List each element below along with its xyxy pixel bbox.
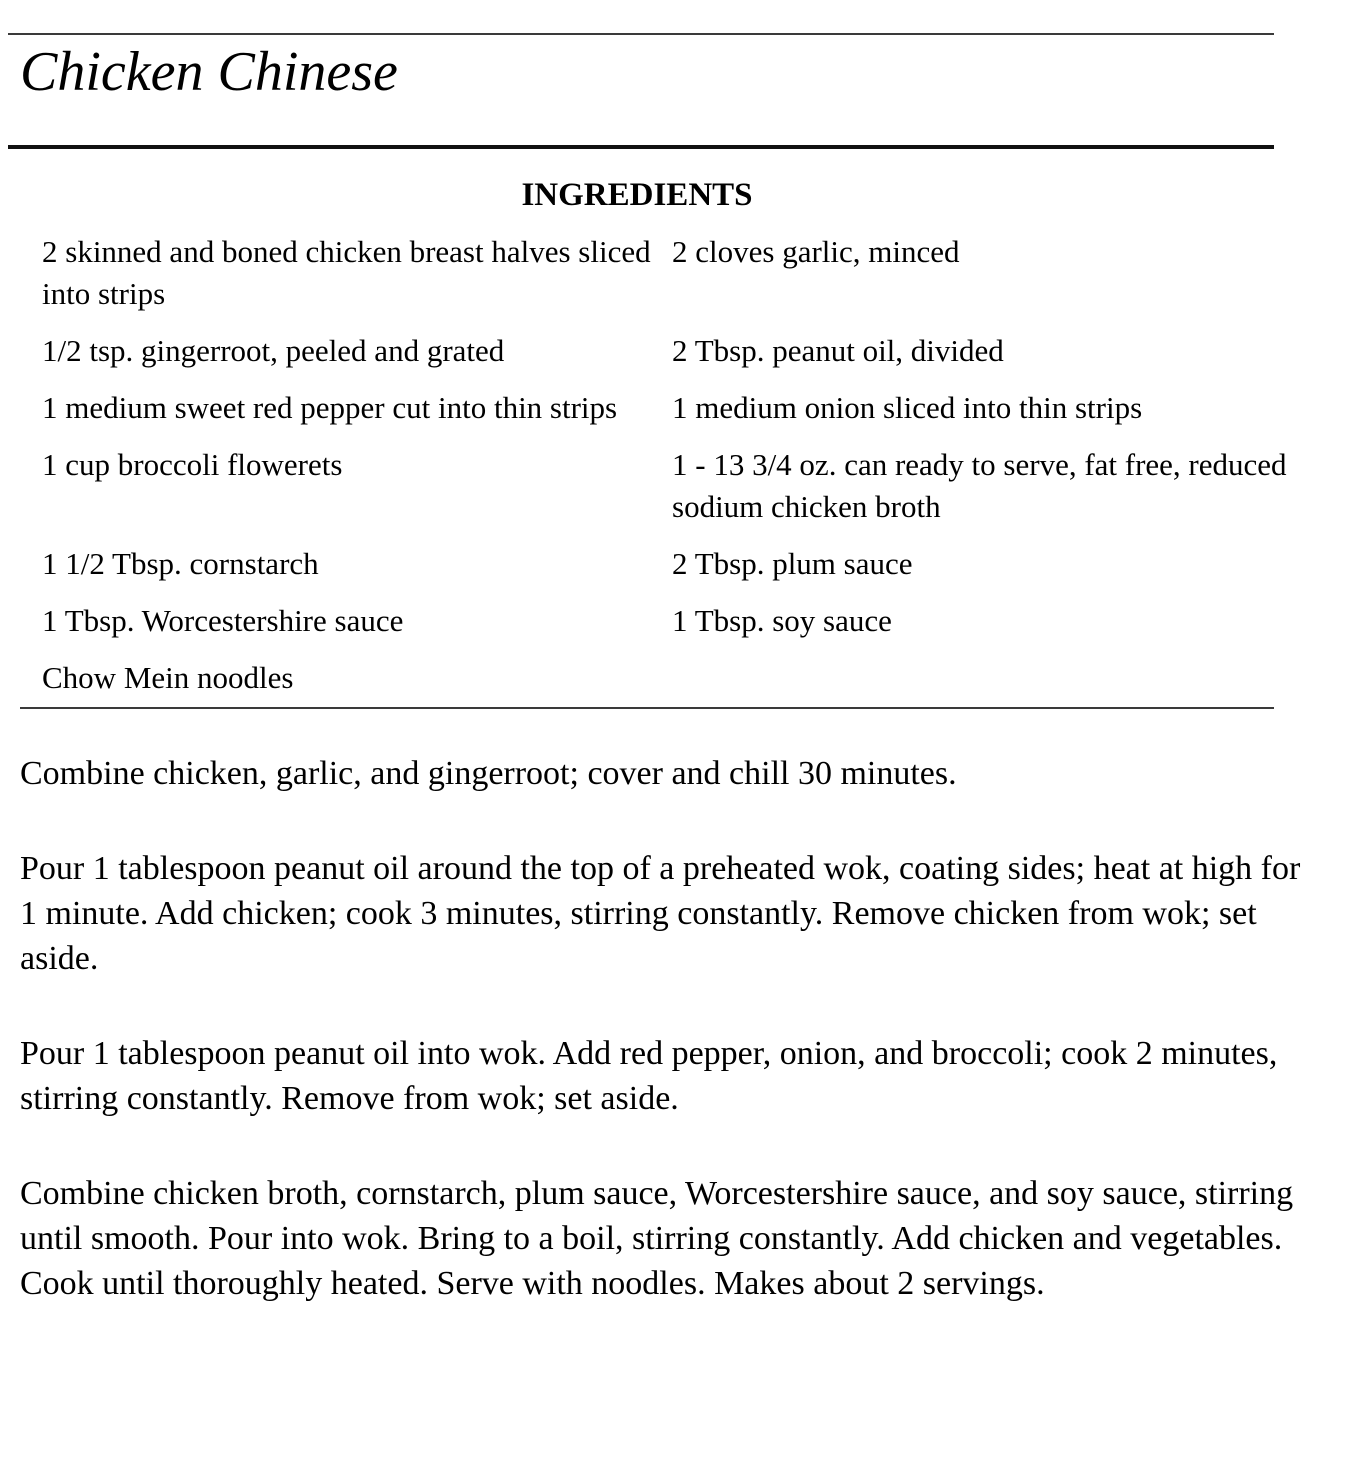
top-divider <box>8 33 1274 35</box>
ingredients-divider <box>20 707 1274 709</box>
ingredient-item: 2 Tbsp. plum sauce <box>672 546 913 581</box>
title-divider <box>8 145 1274 149</box>
page-title: Chicken Chinese <box>20 41 398 103</box>
directions-section <box>20 751 1310 1306</box>
direction-paragraph: Pour 1 tablespoon peanut oil into wok. Add red pepper, onion, and broccoli; cook 2 minutes, stirring constantly. Remove from wok; set aside. <box>20 1035 1278 1117</box>
ingredient-item: 2 skinned and boned chicken breast halves sliced into strips <box>42 234 651 311</box>
ingredient-item: 2 cloves garlic, minced <box>672 234 960 269</box>
ingredients-section <box>0 175 1351 699</box>
ingredients-grid <box>20 231 1310 699</box>
ingredient-item: 1 medium onion sliced into thin strips <box>672 390 1143 425</box>
ingredient-item <box>672 657 1310 699</box>
direction-paragraph: Pour 1 tablespoon peanut oil around the top of a preheated wok, coating sides; heat at high for 1 minute. Add chicken; cook 3 minutes, stirring constantly. Remove chicken from wok; set aside. <box>20 850 1301 977</box>
ingredients-heading: INGREDIENTS <box>521 177 753 213</box>
direction-paragraph: Combine chicken broth, cornstarch, plum sauce, Worcestershire sauce, and soy sauce, stirring until smooth. Pour into wok. Bring to a boil, stirring constantly. Add chicken and vegetables. Cook until thoroughly heated. Serve with noodles. Makes about 2 servings. <box>20 1175 1294 1302</box>
ingredient-item: 1 medium sweet red pepper cut into thin strips <box>42 390 618 425</box>
ingredient-item: 1 Tbsp. soy sauce <box>672 603 892 638</box>
ingredient-item: Chow Mein noodles <box>42 660 294 695</box>
ingredient-item: 1 cup broccoli flowerets <box>42 447 343 482</box>
direction-paragraph: Combine chicken, garlic, and gingerroot; cover and chill 30 minutes. <box>20 755 957 792</box>
ingredient-item: 1 - 13 3/4 oz. can ready to serve, fat free, reduced sodium chicken broth <box>672 447 1287 524</box>
ingredient-item: 2 Tbsp. peanut oil, divided <box>672 333 1004 368</box>
ingredient-item: 1/2 tsp. gingerroot, peeled and grated <box>42 333 505 368</box>
ingredient-item: 1 Tbsp. Worcestershire sauce <box>42 603 404 638</box>
ingredient-item: 1 1/2 Tbsp. cornstarch <box>42 546 319 581</box>
